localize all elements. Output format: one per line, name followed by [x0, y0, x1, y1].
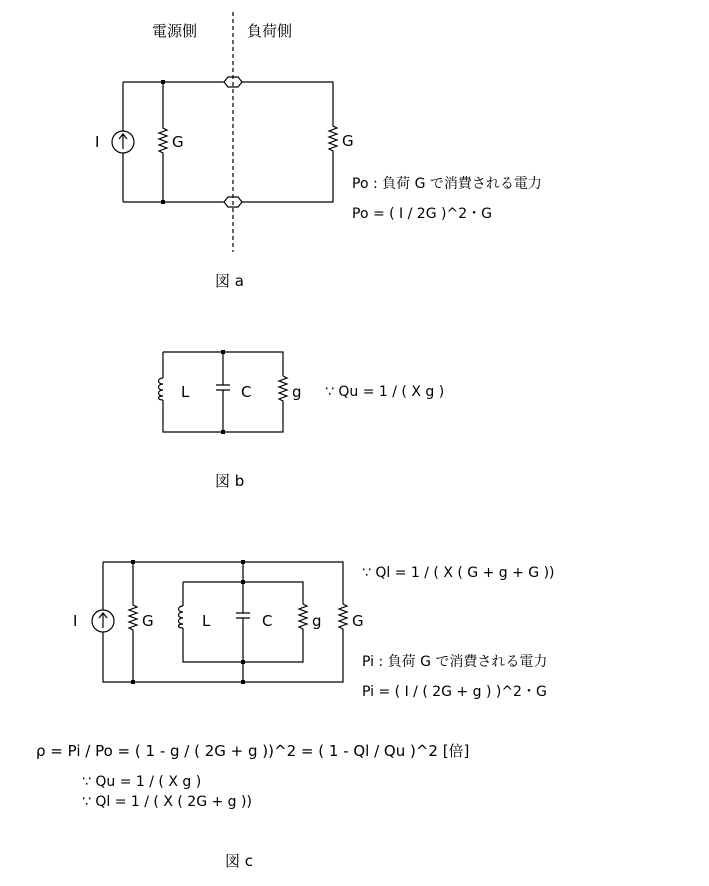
qu-note: ∵ Qu = 1 / ( X g ) — [82, 774, 202, 790]
load-label-c: G — [352, 612, 364, 630]
conductance-label-c: G — [142, 612, 154, 630]
arrow-up-icon — [119, 134, 127, 149]
junction-dot — [241, 580, 245, 584]
rho-formula: ρ = Pi / Po = ( 1 - g / ( 2G + g ))^2 = ( 1 - Ql / Qu )^2 [倍] — [36, 742, 470, 760]
top-wire — [123, 82, 333, 120]
junction-dot — [161, 200, 165, 204]
inductor-icon — [179, 606, 184, 628]
load-side-label: 負荷側 — [247, 22, 293, 40]
pi-formula: Pi = ( I / ( 2G + g ) )^2・G — [362, 684, 547, 700]
junction-dot — [241, 560, 245, 564]
conductance-g-icon — [279, 376, 287, 404]
figure-a — [95, 12, 542, 290]
capacitor-icon — [236, 582, 250, 662]
junction-dot — [241, 680, 245, 684]
load-label: G — [342, 132, 354, 150]
source-side-label: 電源側 — [152, 22, 198, 40]
capacitor-label: C — [241, 383, 252, 401]
figure-b — [159, 350, 445, 490]
junction-dot — [221, 350, 225, 354]
junction-dot — [161, 80, 165, 84]
arrow-up-icon — [99, 613, 107, 628]
load-conductance-icon — [329, 120, 337, 160]
small-g-label: g — [292, 383, 302, 401]
junction-dot — [241, 660, 245, 664]
caption-c: 図 c — [225, 852, 254, 870]
caption-a: 図 a — [215, 272, 244, 290]
ql-note: ∵ Ql = 1 / ( X ( 2G + g )) — [82, 794, 252, 810]
po-description: Po : 負荷 G で消費される電力 — [352, 176, 542, 192]
inductor-label-c: L — [202, 612, 211, 630]
outer-loop-wires — [103, 562, 343, 682]
capacitor-icon — [216, 352, 230, 432]
junction-dot — [131, 560, 135, 564]
conductance-g-icon — [299, 604, 307, 632]
bottom-wire — [123, 160, 333, 202]
ql-formula: ∵ Ql = 1 / ( X ( G + g + G )) — [362, 565, 555, 581]
junction-dot — [221, 430, 225, 434]
current-label-c: I — [73, 612, 78, 630]
figure-c — [36, 560, 555, 870]
small-g-label-c: g — [312, 612, 322, 630]
capacitor-label-c: C — [262, 612, 273, 630]
conductance-label: G — [172, 133, 184, 151]
caption-b: 図 b — [215, 472, 245, 490]
load-conductance-icon — [339, 604, 347, 632]
internal-conductance-icon — [129, 562, 137, 682]
inductor-icon — [159, 378, 164, 400]
pi-description: Pi : 負荷 G で消費される電力 — [362, 654, 548, 670]
current-label: I — [95, 133, 100, 151]
internal-conductance-icon — [159, 82, 167, 202]
po-formula: Po = ( I / 2G )^2・G — [352, 206, 492, 222]
inductor-label: L — [181, 383, 190, 401]
qu-formula: ∵ Qu = 1 / ( X g ) — [325, 384, 445, 400]
junction-dot — [131, 680, 135, 684]
